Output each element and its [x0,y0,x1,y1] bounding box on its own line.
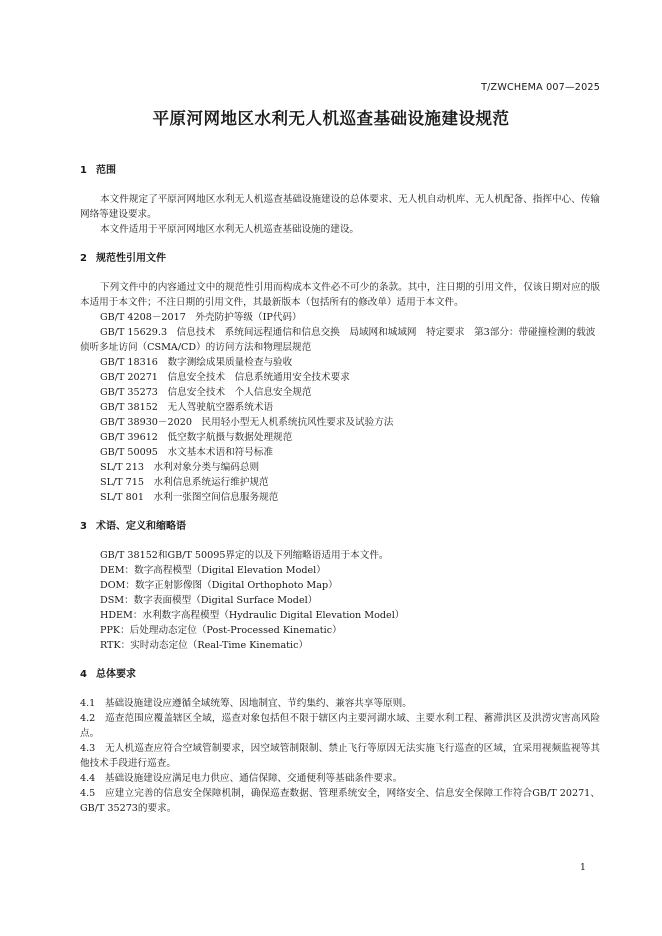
abbreviation-item: RTK：实时动态定位（Real-Time Kinematic） [100,640,309,651]
reference-item: GB/T 15629.3 信息技术 系统间远程通信和信息交换 局域网和城域网 特定要求 第3部分：带碰撞检测的载波侦听多址访问（CSMA/CD）的访问方法和物理层规范 [80,327,596,353]
clause-item: 4.1 基础设施建设应遵循全域统筹、因地制宜、节约集约、兼容共享等原则。 [80,698,412,709]
document-code: T/ZWCHEMA 007—2025 [481,82,600,93]
reference-item: SL/T 801 水利一张图空间信息服务规范 [100,492,279,503]
section-title: 规范性引用文件 [96,253,166,264]
section-title: 范围 [96,165,116,176]
abbreviation-item: DEM：数字高程模型（Digital Elevation Model） [100,565,326,576]
clause-item: 4.4 基础设施建设应满足电力供应、通信保障、交通便利等基础条件要求。 [80,773,403,784]
section-4-heading [80,667,600,682]
abbreviation-item: HDEM：水利数字高程模型（Hydraulic Digital Elevation Model） [100,610,405,621]
section-2-intro: 下列文件中的内容通过文中的规范性引用而构成本文件必不可少的条款。其中，注日期的引用文件，仅该日期对应的版本适用于本文件；不注日期的引用文件，其最新版本（包括所有的修改单）适用于本文件。 [80,282,600,308]
reference-item: GB/T 39612 低空数字航摄与数据处理规范 [100,432,293,443]
section-1-heading [80,163,600,178]
clause-list [80,696,600,816]
reference-item: GB/T 18316 数字测绘成果质量检查与验收 [100,357,293,368]
abbreviation-item: GB/T 38152和GB/T 50095界定的以及下列缩略语适用于本文件。 [100,550,389,561]
clause-item: 4.3 无人机巡查应符合空域管制要求，因空域管制限制、禁止飞行等原因无法实施飞行巡查的区域，宜采用视频监视等其他技术手段进行巡查。 [80,743,600,769]
reference-list [80,310,600,505]
section-3-heading [80,519,600,534]
section-title: 总体要求 [96,669,136,680]
reference-item: GB/T 38152 无人驾驶航空器系统术语 [100,402,274,413]
clause-item: 4.2 巡查范围应覆盖辖区全域，巡查对象包括但不限于辖区内主要河湖水域、主要水利工程、蓄滞洪区及洪涝灾害高风险点。 [80,713,600,739]
section-number: 1 [80,165,87,176]
document-body [80,158,600,816]
abbreviation-item: DSM：数字表面模型（Digital Surface Model） [100,595,318,606]
reference-item: GB/T 35273 信息安全技术 个人信息安全规范 [100,387,312,398]
section-number: 3 [80,521,87,532]
document-title: 平原河网地区水利无人机巡查基础设施建设规范 [152,109,510,128]
abbreviation-item: DOM：数字正射影像图（Digital Orthophoto Map） [100,580,338,591]
page-number: 1 [579,862,586,873]
reference-item: SL/T 213 水利对象分类与编码总则 [100,462,260,473]
section-1-paragraph: 本文件适用于平原河网地区水利无人机巡查基础设施的建设。 [100,224,360,235]
reference-item: SL/T 715 水利信息系统运行维护规范 [100,477,269,488]
section-number: 2 [80,253,87,264]
abbreviation-list [80,548,600,653]
section-2-heading [80,251,600,266]
reference-item: GB/T 38930－2020 民用轻小型无人机系统抗风性要求及试验方法 [100,417,394,428]
section-1-paragraph: 本文件规定了平原河网地区水利无人机巡查基础设施建设的总体要求、无人机自动机库、无人机配备、指挥中心、传输网络等建设要求。 [80,194,600,220]
reference-item: GB/T 50095 水文基本术语和符号标准 [100,447,274,458]
clause-item: 4.5 应建立完善的信息安全保障机制，确保巡查数据、管理系统安全，网络安全、信息安全保障工作符合GB/T 20271、GB/T 35273的要求。 [80,788,600,814]
abbreviation-item: PPK：后处理动态定位（Post-Processed Kinematic） [100,625,342,636]
reference-item: GB/T 20271 信息安全技术 信息系统通用安全技术要求 [100,372,350,383]
section-title: 术语、定义和缩略语 [96,521,186,532]
section-number: 4 [80,669,87,680]
reference-item: GB/T 4208－2017 外壳防护等级（IP代码） [100,312,302,323]
